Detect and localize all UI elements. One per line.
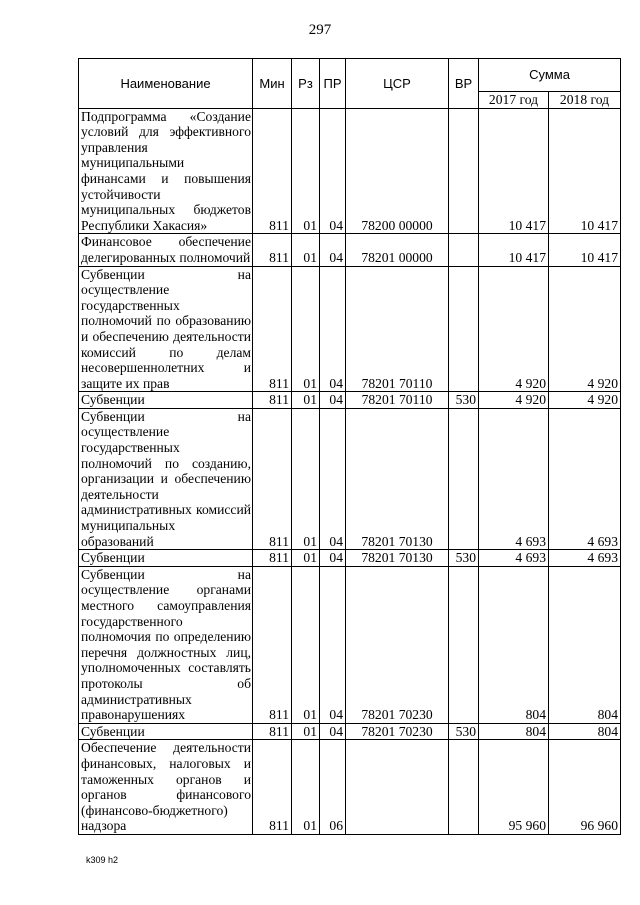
cell-2017: 4 920 bbox=[479, 392, 549, 409]
cell-2017: 4 693 bbox=[479, 408, 549, 549]
cell-csr: 78201 70230 bbox=[346, 566, 449, 723]
cell-rz: 01 bbox=[292, 566, 320, 723]
cell-name: Субвенции bbox=[79, 550, 253, 567]
cell-csr: 78201 70110 bbox=[346, 266, 449, 392]
cell-2018: 4 920 bbox=[549, 266, 621, 392]
cell-2018: 804 bbox=[549, 566, 621, 723]
cell-2017: 4 920 bbox=[479, 266, 549, 392]
cell-min: 811 bbox=[253, 740, 292, 835]
table-row bbox=[79, 392, 621, 409]
table-row bbox=[79, 266, 621, 392]
cell-vr: 530 bbox=[449, 723, 479, 740]
cell-min: 811 bbox=[253, 408, 292, 549]
cell-2017: 804 bbox=[479, 566, 549, 723]
cell-min: 811 bbox=[253, 392, 292, 409]
cell-pr: 04 bbox=[320, 392, 346, 409]
cell-2017: 804 bbox=[479, 723, 549, 740]
header-2017: 2017 год bbox=[479, 92, 549, 109]
cell-name: Подпрограмма «Создание условий для эффективного управления муниципальными финансами и повышения устойчивости муниципальных бюджетов Республики Хакасия» bbox=[79, 108, 253, 234]
cell-rz: 01 bbox=[292, 408, 320, 549]
header-name: Наименование bbox=[79, 59, 253, 109]
table-row bbox=[79, 108, 621, 234]
cell-2018: 10 417 bbox=[549, 234, 621, 266]
cell-pr: 04 bbox=[320, 266, 346, 392]
page-number: 297 bbox=[308, 22, 332, 38]
cell-vr bbox=[449, 408, 479, 549]
cell-pr: 06 bbox=[320, 740, 346, 835]
cell-rz: 01 bbox=[292, 392, 320, 409]
table-row bbox=[79, 234, 621, 266]
cell-2018: 10 417 bbox=[549, 108, 621, 234]
table-row bbox=[79, 566, 621, 723]
cell-min: 811 bbox=[253, 566, 292, 723]
cell-min: 811 bbox=[253, 234, 292, 266]
cell-vr bbox=[449, 108, 479, 234]
cell-rz: 01 bbox=[292, 723, 320, 740]
cell-vr bbox=[449, 740, 479, 835]
cell-vr bbox=[449, 566, 479, 723]
cell-csr: 78201 70130 bbox=[346, 550, 449, 567]
cell-name: Субвенции на осуществление государственных полномочий по созданию, организации и обеспечению деятельности административных комиссий муниципальных образований bbox=[79, 408, 253, 549]
cell-min: 811 bbox=[253, 108, 292, 234]
cell-2018: 804 bbox=[549, 723, 621, 740]
cell-name: Субвенции на осуществление органами местного самоуправления государственного полномочия по определению перечня должностных лиц, уполномоченных составлять протоколы об административных правонарушениях bbox=[79, 566, 253, 723]
cell-csr bbox=[346, 740, 449, 835]
header-csr: ЦСР bbox=[346, 59, 449, 109]
cell-min: 811 bbox=[253, 723, 292, 740]
header-vr: ВР bbox=[449, 59, 479, 109]
cell-2017: 10 417 bbox=[479, 108, 549, 234]
cell-pr: 04 bbox=[320, 234, 346, 266]
cell-rz: 01 bbox=[292, 108, 320, 234]
cell-name: Обеспечение деятельности финансовых, налоговых и таможенных органов и органов финансового (финансово-бюджетного) надзора bbox=[79, 740, 253, 835]
cell-vr: 530 bbox=[449, 550, 479, 567]
budget-table bbox=[78, 58, 621, 835]
header-sum: Сумма bbox=[479, 59, 621, 92]
cell-2018: 4 920 bbox=[549, 392, 621, 409]
table-row bbox=[79, 408, 621, 549]
table-row bbox=[79, 550, 621, 567]
cell-2018: 4 693 bbox=[549, 408, 621, 549]
table-row bbox=[79, 723, 621, 740]
cell-pr: 04 bbox=[320, 566, 346, 723]
cell-rz: 01 bbox=[292, 740, 320, 835]
cell-name: Субвенции bbox=[79, 392, 253, 409]
cell-pr: 04 bbox=[320, 408, 346, 549]
cell-2017: 95 960 bbox=[479, 740, 549, 835]
cell-vr bbox=[449, 266, 479, 392]
header-min: Мин bbox=[253, 59, 292, 109]
footer-code: k309 h2 bbox=[86, 855, 119, 865]
cell-min: 811 bbox=[253, 550, 292, 567]
cell-name: Финансовое обеспечение делегированных полномочий bbox=[79, 234, 253, 266]
cell-pr: 04 bbox=[320, 550, 346, 567]
cell-rz: 01 bbox=[292, 234, 320, 266]
cell-2018: 4 693 bbox=[549, 550, 621, 567]
cell-name: Субвенции на осуществление государственных полномочий по образованию и обеспечению деятельности комиссий по делам несовершеннолетних и защите их прав bbox=[79, 266, 253, 392]
cell-min: 811 bbox=[253, 266, 292, 392]
table-row bbox=[79, 740, 621, 835]
cell-2018: 96 960 bbox=[549, 740, 621, 835]
cell-vr: 530 bbox=[449, 392, 479, 409]
cell-csr: 78200 00000 bbox=[346, 108, 449, 234]
table-body bbox=[79, 108, 621, 834]
cell-csr: 78201 70230 bbox=[346, 723, 449, 740]
cell-pr: 04 bbox=[320, 723, 346, 740]
cell-name: Субвенции bbox=[79, 723, 253, 740]
cell-vr bbox=[449, 234, 479, 266]
cell-rz: 01 bbox=[292, 266, 320, 392]
cell-rz: 01 bbox=[292, 550, 320, 567]
header-pr: ПР bbox=[320, 59, 346, 109]
header-rz: Рз bbox=[292, 59, 320, 109]
cell-csr: 78201 00000 bbox=[346, 234, 449, 266]
cell-2017: 4 693 bbox=[479, 550, 549, 567]
header-row bbox=[79, 59, 621, 92]
cell-pr: 04 bbox=[320, 108, 346, 234]
cell-csr: 78201 70110 bbox=[346, 392, 449, 409]
header-2018: 2018 год bbox=[549, 92, 621, 109]
cell-csr: 78201 70130 bbox=[346, 408, 449, 549]
cell-2017: 10 417 bbox=[479, 234, 549, 266]
